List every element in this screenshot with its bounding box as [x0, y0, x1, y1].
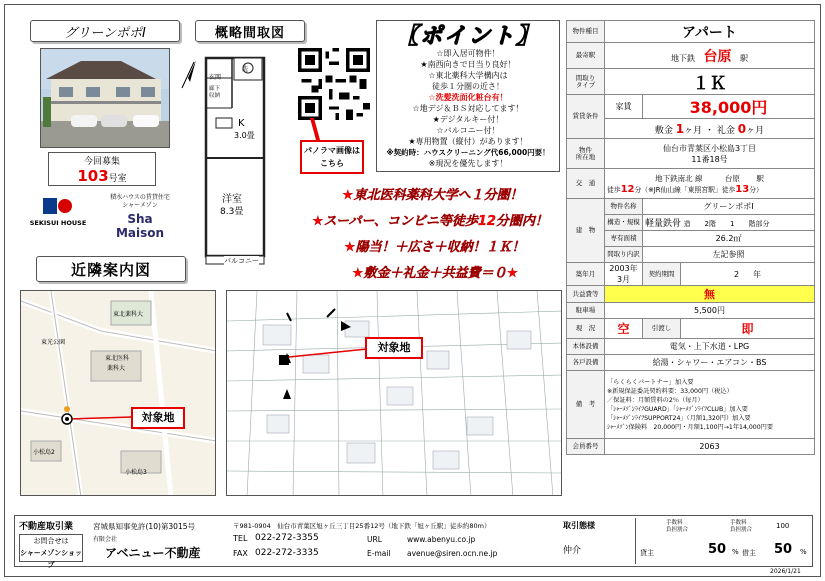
struct-cell — [643, 215, 815, 231]
point-line: ☆即入居可物件！ — [436, 49, 500, 58]
layout-value: １Ｋ — [605, 69, 815, 95]
left-map-label: 東北医科 — [105, 355, 130, 362]
highlight-4: ★敷金＋礼金＋共益費＝０★ — [352, 266, 519, 281]
property-table — [566, 20, 815, 455]
station-label: 最寄駅 — [567, 43, 605, 69]
shamaison-big: Sha Maison — [115, 212, 165, 240]
room-number: 103 — [77, 167, 109, 185]
area-value: 26.2㎡ — [643, 231, 815, 247]
footer — [14, 515, 813, 567]
balcony-label: バルコニー — [224, 257, 259, 265]
walk-end: 分） — [749, 185, 763, 194]
shamaison-shop-box — [19, 534, 83, 569]
qr-code-icon — [298, 48, 370, 120]
fee-box — [635, 518, 810, 564]
type-value: アパート — [605, 21, 815, 43]
move-value: 即 — [681, 319, 815, 339]
left-map-label: 薬科大 — [107, 365, 126, 372]
note-line: ／保証料：月額賃料の2％（毎月） — [607, 396, 704, 404]
deposit-unit: ヶ月 — [684, 125, 703, 136]
period-cell — [681, 263, 815, 286]
left-map-label: 小松島2 — [33, 449, 55, 456]
member-value: 2063 — [605, 439, 815, 455]
kitchen-label: K — [238, 118, 245, 129]
left-map-label: 東光公園 — [41, 339, 66, 346]
tenant-label: 借主 — [742, 549, 756, 557]
company-name: アベニュー不動産 — [105, 546, 201, 560]
floorplan — [176, 48, 296, 270]
walk-mid: 分（※JR仙山線「東照宮駅」徒歩 — [634, 185, 736, 194]
top-pct-value: 100 — [776, 522, 790, 530]
note-line: 「らくらくパートナー」加入要 — [607, 378, 694, 386]
member-label: 会員番号 — [567, 439, 605, 455]
walk-prefix: 徒歩 — [607, 185, 621, 194]
compass-and-plan — [176, 48, 296, 270]
burden-label: 手数料 負担割合 — [666, 520, 689, 533]
deposit-value: 1 — [675, 121, 685, 136]
common-label: 共益費等 — [567, 286, 605, 303]
name-label: 物件名称 — [605, 199, 643, 215]
highlight-3: ★陽当！＋広さ＋収納！１Ｋ！ — [344, 240, 525, 255]
note-line: 「ｼｬｰﾒｿﾞﾝﾗｲﾌGUARD」「ｼｬｰﾒｿﾞﾝﾗｲﾌCLUB」加入要 — [607, 405, 748, 413]
kitchen-size: 3.0畳 — [234, 131, 255, 140]
status-label: 現 況 — [567, 319, 605, 339]
left-map-label: 小松島3 — [125, 469, 147, 476]
room-label: 洋室 — [222, 194, 242, 205]
recruit-box — [48, 152, 156, 186]
closet-label: 廊下 収納 — [209, 86, 221, 99]
status-value: 空 — [605, 319, 643, 339]
right-map-graphic — [227, 291, 562, 496]
fee-value: 50 — [708, 542, 727, 557]
key-text: ・ 礼金 — [705, 125, 735, 136]
struct-value: 軽量鉄骨 — [645, 219, 682, 229]
traffic-station-suffix: 駅 — [756, 173, 764, 183]
deal-label: 取引態様 — [563, 521, 595, 530]
walk-min2: 13 — [735, 183, 750, 195]
note-line: 「ｼｬｰﾒｿﾞﾝﾗｲﾌSUPPORT24」（月額1,320円）加入要 — [607, 414, 751, 422]
fee-pct: % — [732, 548, 739, 556]
note-label: 備 考 — [567, 371, 605, 439]
area-label: 専有面積 — [605, 231, 643, 247]
infra-label: 本体設備 — [567, 339, 605, 355]
compass-icon — [182, 60, 196, 88]
deposit-cell — [605, 119, 815, 139]
agent-label: 不動産取引業 — [19, 522, 74, 532]
traffic-station: 台原 — [724, 173, 740, 183]
right-map — [226, 290, 562, 496]
addr-label: 物件 所在地 — [567, 139, 605, 169]
point-title: 【ポイント】 — [395, 23, 540, 49]
move-label: 引渡し — [643, 319, 681, 339]
name-value: グリーンポポⅠ — [643, 199, 815, 215]
infra-value: 電気・上下水道・LPG — [605, 339, 815, 355]
period-unit: 年 — [753, 269, 762, 279]
point-line: ☆地デジ＆ＢＳ対応してます！ — [412, 104, 524, 113]
left-map-label: 東北薬科大 — [113, 311, 144, 318]
addr-line1: 仙台市青葉区小松島3丁目 — [662, 143, 757, 153]
fee-label: 貸主 — [640, 549, 654, 557]
key-unit: ヶ月 — [746, 125, 765, 136]
note-line: ※新規保証委託契約料要：33,000円（税込） — [607, 387, 733, 395]
bldg-label: 建 物 — [567, 199, 605, 263]
rent-label: 家賃 — [605, 95, 643, 119]
point-line: ★デジタルキー付！ — [432, 115, 504, 124]
panorama-line1: パノラマ画像は — [304, 146, 360, 155]
addr-cell — [605, 139, 815, 169]
neighborhood-tab: 近隣案内図 — [36, 256, 186, 282]
parking-label: 駐車場 — [567, 303, 605, 319]
panorama-qr-code[interactable] — [298, 48, 370, 120]
layout-label: 間取り タイプ — [567, 69, 605, 95]
top-burden-label: 手数料 負担割合 — [730, 520, 753, 533]
deal-value: 仲介 — [563, 546, 582, 556]
building-name-tab: グリーンポポⅠ — [30, 20, 180, 42]
parking-value: 5,500円 — [605, 303, 815, 319]
point-lines — [380, 48, 556, 169]
equip-label: 各戸設備 — [567, 355, 605, 371]
deal-box — [563, 520, 633, 564]
sekisui-label: SEKISUI HOUSE — [29, 219, 87, 227]
traffic-cell — [605, 169, 815, 199]
shamaison-logo — [102, 194, 178, 240]
floorplan-tab: 概略間取図 — [195, 20, 305, 42]
point-line: ※現況を優先します！ — [428, 159, 508, 168]
panorama-line2: こちら — [320, 159, 344, 168]
type-label: 物件種目 — [567, 21, 605, 43]
walk-min: 12 — [620, 183, 635, 195]
struct-label: 構造・規模 — [605, 215, 643, 231]
tel: 022-272-3355 — [255, 533, 319, 543]
station-cell — [605, 43, 815, 69]
right-map-target: 対象地 — [365, 337, 423, 359]
recruit-label: 今回募集 — [83, 157, 120, 167]
built-label: 築年月 — [567, 263, 605, 286]
deposit-text: 敷金 — [654, 125, 673, 136]
point-line: ★専用物置（縦付）があります！ — [408, 137, 528, 146]
addr-line2: 11番18号 — [691, 154, 728, 164]
common-value: 無 — [605, 286, 815, 303]
address: 〒981-0904 仙台市青葉区旭ヶ丘三丁目25番12号（地下鉄「旭ヶ丘駅」徒歩約80m） — [233, 522, 491, 530]
tenant-value: 50 — [774, 542, 793, 557]
traffic-line-suffix: 線 — [695, 173, 703, 183]
sekisui-mark-icon — [43, 198, 73, 214]
traffic-line: 地下鉄南北 — [655, 173, 693, 183]
left-map — [20, 290, 216, 496]
print-date: 2026/1/21 — [770, 568, 801, 575]
built-value: 2003年3月 — [605, 263, 643, 286]
license-sub: 有限会社 — [93, 536, 118, 543]
shamaison-shop: シャーメゾンショップ — [20, 549, 82, 569]
traffic-label: 交 通 — [567, 169, 605, 199]
panorama-callout[interactable] — [300, 140, 364, 174]
shamaison-small: 積水ハウスの賃貸住宅 シャーメゾン — [110, 194, 170, 209]
washroom-label: 洗 — [242, 66, 249, 73]
plan-label: 間取り内訳 — [605, 247, 643, 263]
station-name: 台原 — [703, 48, 732, 65]
fax-label: FAX — [233, 549, 248, 558]
license: 宮城県知事免許(10)第3015号 — [93, 522, 195, 531]
notes-cell — [605, 371, 815, 439]
url[interactable]: www.abenyu.co.jp — [407, 535, 476, 544]
point-line: 徒歩１分圏の近さ！ — [432, 82, 504, 91]
tel-label: TEL — [233, 534, 248, 543]
point-line: ※契約時：ハウスクリーニング代66,000円要！ — [386, 148, 550, 157]
panorama-pointer — [306, 118, 326, 142]
rent-value: 38,000円 — [643, 95, 815, 119]
floors-text: 造 2階 1 階部分 — [683, 220, 770, 228]
building-photo — [40, 48, 170, 148]
entrance-label: 玄関 — [209, 74, 222, 81]
left-map-graphic — [21, 291, 216, 496]
point-line: ☆洗髪洗面化粧台有！ — [428, 93, 508, 102]
point-line: ☆バルコニー付！ — [436, 126, 500, 135]
point-line: ★南西向きで日当り良好！ — [420, 60, 516, 69]
station-suffix: 駅 — [740, 53, 749, 63]
cond-label: 賃貸条件 — [567, 95, 605, 139]
room-size: 8.3畳 — [220, 207, 244, 217]
note-line: ｼｬｰﾒｿﾞﾝ保険料 20,000円・月額1,100円→1年14,000円要 — [607, 423, 774, 431]
sekisui-logo — [22, 198, 94, 232]
room-suffix: 号室 — [108, 174, 127, 184]
fax: 022-272-3335 — [255, 548, 319, 558]
inquiry: お問合せは — [33, 537, 69, 545]
period-label: 契約期間 — [643, 263, 681, 286]
equip-value: 給湯・シャワー・エアコン・BS — [605, 355, 815, 371]
period-value: 2 — [733, 269, 740, 279]
left-map-target: 対象地 — [131, 407, 185, 429]
point-line: ☆東北薬科大学構内は — [428, 71, 508, 80]
email-label: E-mail — [367, 549, 391, 558]
key-value: 0 — [737, 121, 747, 136]
url-label: URL — [367, 535, 382, 544]
plan-value: 左記参照 — [643, 247, 815, 263]
highlight-2: ★スーパー、コンビニ等徒歩12分圏内！ — [312, 214, 548, 229]
highlight-1: ★東北医科薬科大学へ１分圏！ — [342, 188, 523, 203]
tenant-pct: % — [800, 548, 807, 556]
line-name: 地下鉄 — [670, 53, 695, 63]
email[interactable]: avenue@siren.ocn.ne.jp — [407, 549, 498, 558]
